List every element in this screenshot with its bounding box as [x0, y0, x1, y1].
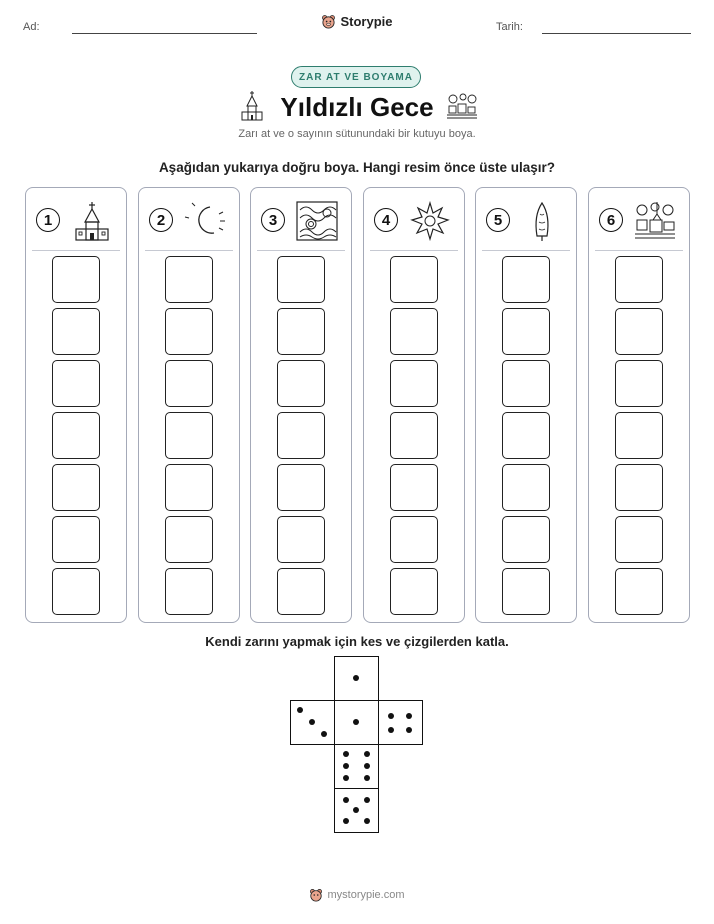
bear-mascot-icon [321, 14, 336, 29]
village-icon [446, 92, 478, 120]
column-divider [370, 250, 458, 251]
coloring-box[interactable] [52, 516, 100, 563]
coloring-box[interactable] [277, 568, 325, 615]
coloring-box[interactable] [615, 308, 663, 355]
coloring-box[interactable] [390, 568, 438, 615]
coloring-box[interactable] [390, 256, 438, 303]
coloring-box[interactable] [165, 464, 213, 511]
coloring-box[interactable] [52, 568, 100, 615]
coloring-box[interactable] [52, 256, 100, 303]
column-divider [32, 250, 120, 251]
coloring-box[interactable] [277, 256, 325, 303]
starburst-icon [408, 200, 452, 242]
coloring-box[interactable] [390, 464, 438, 511]
coloring-box[interactable] [52, 412, 100, 459]
color-column-5 [475, 187, 577, 623]
instructions: Zarı at ve o sayının sütunundaki bir kutuyu boya. [238, 128, 476, 140]
coloring-box[interactable] [390, 412, 438, 459]
brand-name: Storypie [340, 14, 393, 29]
footer-url: mystorypie.com [327, 889, 405, 901]
dice-pip [364, 797, 370, 803]
dice-face [378, 700, 423, 745]
dice-face [290, 700, 335, 745]
dice-pip [388, 727, 394, 733]
dice-face [334, 788, 379, 833]
coloring-box[interactable] [502, 568, 550, 615]
dice-pip [343, 797, 349, 803]
coloring-box[interactable] [277, 360, 325, 407]
dice-pip [309, 719, 315, 725]
column-number: 5 [486, 208, 510, 232]
coloring-box[interactable] [502, 516, 550, 563]
coloring-box[interactable] [615, 412, 663, 459]
coloring-box[interactable] [277, 412, 325, 459]
footer [0, 888, 714, 902]
coloring-box[interactable] [390, 360, 438, 407]
column-header [476, 188, 576, 250]
coloring-box[interactable] [52, 464, 100, 511]
dice-face [334, 744, 379, 789]
date-label: Tarih: [496, 21, 523, 33]
column-header [139, 188, 239, 250]
color-column-1 [25, 187, 127, 623]
column-divider [145, 250, 233, 251]
coloring-box[interactable] [502, 308, 550, 355]
dice-pip [406, 727, 412, 733]
question: Aşağıdan yukarıya doğru boya. Hangi resim önce üste ulaşır? [158, 160, 556, 175]
coloring-box[interactable] [52, 308, 100, 355]
church-icon [70, 200, 114, 242]
dice-pip [364, 763, 370, 769]
dice-pip [343, 751, 349, 757]
coloring-box[interactable] [615, 464, 663, 511]
coloring-box[interactable] [390, 516, 438, 563]
name-label: Ad: [23, 21, 40, 33]
column-header [26, 188, 126, 250]
coloring-box[interactable] [277, 308, 325, 355]
dice-pip [364, 751, 370, 757]
column-number: 3 [261, 208, 285, 232]
coloring-box[interactable] [615, 516, 663, 563]
coloring-box[interactable] [615, 568, 663, 615]
color-column-4 [363, 187, 465, 623]
color-column-3 [250, 187, 352, 623]
column-number: 4 [374, 208, 398, 232]
coloring-box[interactable] [165, 516, 213, 563]
dice-pip [388, 713, 394, 719]
cypress-tree-icon [520, 200, 564, 242]
dice-pip [364, 775, 370, 781]
coloring-box[interactable] [165, 568, 213, 615]
column-number: 1 [36, 208, 60, 232]
swirly-sky-icon [295, 200, 339, 242]
coloring-box[interactable] [502, 256, 550, 303]
activity-badge: ZAR AT VE BOYAMA [291, 66, 421, 88]
date-line [542, 33, 691, 34]
coloring-box[interactable] [165, 412, 213, 459]
dice-pip [353, 675, 359, 681]
coloring-box[interactable] [52, 360, 100, 407]
coloring-box[interactable] [165, 360, 213, 407]
dice-pip [297, 707, 303, 713]
column-header [364, 188, 464, 250]
column-divider [595, 250, 683, 251]
column-number: 2 [149, 208, 173, 232]
coloring-box[interactable] [502, 464, 550, 511]
color-column-2 [138, 187, 240, 623]
dice-pip [353, 719, 359, 725]
dice-face [334, 700, 379, 745]
color-column-6 [588, 187, 690, 623]
coloring-box[interactable] [502, 412, 550, 459]
dice-pip [353, 807, 359, 813]
coloring-box[interactable] [165, 256, 213, 303]
brand-logo [0, 14, 714, 29]
column-divider [482, 250, 570, 251]
dice-pip [343, 818, 349, 824]
column-header [589, 188, 689, 250]
column-header [251, 188, 351, 250]
coloring-box[interactable] [502, 360, 550, 407]
page-title: Yıldızlı Gece [280, 92, 434, 122]
coloring-box[interactable] [615, 256, 663, 303]
column-divider [257, 250, 345, 251]
coloring-box[interactable] [390, 308, 438, 355]
dice-face [334, 656, 379, 701]
crescent-moon-icon [183, 200, 227, 242]
dice-pip [406, 713, 412, 719]
bear-mascot-icon [309, 888, 323, 902]
dice-pip [321, 731, 327, 737]
dice-pip [343, 763, 349, 769]
coloring-box[interactable] [277, 464, 325, 511]
dice-pip [343, 775, 349, 781]
dice-instruction: Kendi zarını yapmak için kes ve çizgilerden katla. [205, 634, 509, 649]
coloring-box[interactable] [277, 516, 325, 563]
dice-pip [364, 818, 370, 824]
village-icon [633, 200, 677, 242]
coloring-box[interactable] [165, 308, 213, 355]
column-number: 6 [599, 208, 623, 232]
name-line [72, 33, 257, 34]
coloring-box[interactable] [615, 360, 663, 407]
